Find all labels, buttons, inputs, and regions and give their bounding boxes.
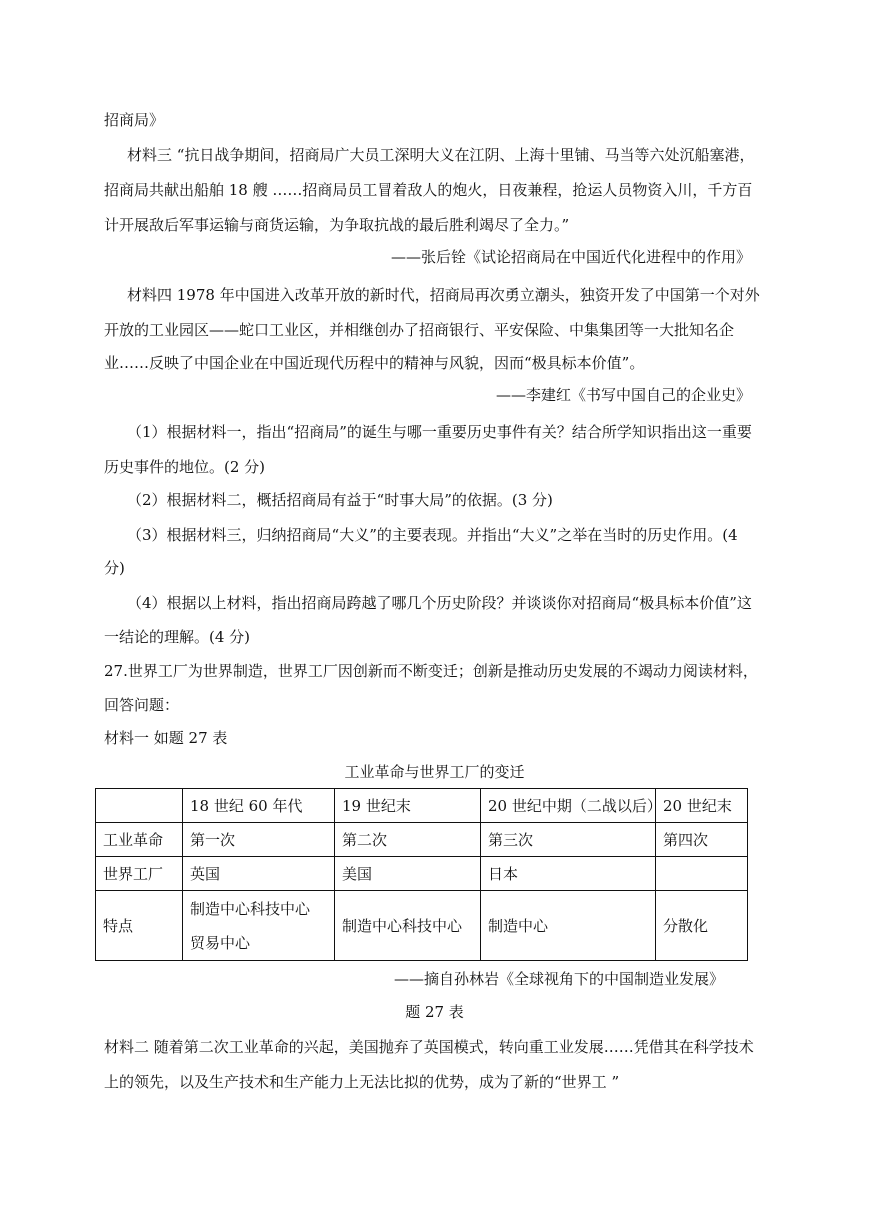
table-cell (183, 891, 335, 961)
table-cell: 美国 (335, 857, 481, 891)
question-1: （1）根据材料一，指出“招商局”的诞生与哪一重要历史事件有关？结合所学知识指出这一重要 (127, 423, 752, 441)
table-cell (656, 857, 748, 891)
table-cell: 第二次 (335, 823, 481, 857)
text-line: 一结论的理解。(4 分) (104, 628, 251, 646)
text-line: 材料二 随着第二次工业革命的兴起，美国抛弃了英国模式，转向重工业发展……凭借其在科学技术 (104, 1038, 754, 1056)
table-cell (96, 789, 183, 823)
text-line: 开放的工业园区——蛇口工业区，并相继创办了招商银行、平安保险、中集集团等一大批知名企 (104, 321, 735, 339)
industrial-revolution-table (95, 788, 748, 961)
text-line: 分) (104, 559, 125, 577)
text-line: 招商局》 (104, 111, 165, 129)
table-cell: 20 世纪中期（二战以后） (481, 789, 656, 823)
text-line: 上的领先，以及生产技术和生产能力上无法比拟的优势，成为了新的“世界工 ” (104, 1073, 620, 1091)
table-cell: 世界工厂 (96, 857, 183, 891)
text-line: 历史事件的地位。(2 分) (104, 458, 266, 476)
table-row (96, 891, 748, 961)
table-cell: 第一次 (183, 823, 335, 857)
source-citation: ——张后铨《试论招商局在中国近代化进程中的作用》 (390, 248, 751, 266)
table-cell: 19 世纪末 (335, 789, 481, 823)
text-line: 材料四 1978 年中国进入改革开放的新时代，招商局再次勇立潮头，独资开发了中国第一个对外 (127, 286, 760, 304)
table-caption: 题 27 表 (405, 1003, 464, 1021)
text-line: 材料一 如题 27 表 (104, 729, 228, 747)
text-line: 回答问题： (104, 696, 180, 714)
text-line: 计开展敌后军事运输与商货运输，为争取抗战的最后胜利竭尽了全力。” (104, 216, 570, 234)
text-line: 材料三 “抗日战争期间，招商局广大员工深明大义在江阴、上海十里铺、马当等六处沉船塞港， (127, 146, 755, 164)
source-citation: ——摘自孙林岩《全球视角下的中国制造业发展》 (393, 970, 724, 988)
table-cell: 日本 (481, 857, 656, 891)
table-cell-line: 贸易中心 (190, 933, 251, 952)
source-citation: ——李建红《书写中国自己的企业史》 (495, 386, 751, 404)
table-cell: 第四次 (656, 823, 748, 857)
table-cell: 工业革命 (96, 823, 183, 857)
table-cell: 制造中心科技中心 (335, 891, 481, 961)
text-line: 招商局共献出船舶 18 艘 ……招商局员工冒着敌人的炮火，日夜兼程，抢运人员物资入川，千方百 (104, 181, 753, 199)
table-cell: 特点 (96, 891, 183, 961)
question-4: （4）根据以上材料，指出招商局跨越了哪几个历史阶段？并谈谈你对招商局“极具标本价值”这 (127, 594, 752, 612)
table-cell: 20 世纪末 (656, 789, 748, 823)
table-row (96, 857, 748, 891)
text-line: 业……反映了中国企业在中国近现代历程中的精神与风貌，因而“极具标本价值”。 (104, 354, 645, 372)
table-title: 工业革命与世界工厂的变迁 (344, 763, 525, 781)
question-27: 27.世界工厂为世界制造，世界工厂因创新而不断变迁；创新是推动历史发展的不竭动力阅读材料， (104, 662, 758, 680)
table-cell: 18 世纪 60 年代 (183, 789, 335, 823)
table-cell: 英国 (183, 857, 335, 891)
table-row (96, 789, 748, 823)
table-cell: 第三次 (481, 823, 656, 857)
table-cell: 制造中心 (481, 891, 656, 961)
table-cell-line: 制造中心科技中心 (190, 899, 311, 918)
question-2: （2）根据材料二，概括招商局有益于“时事大局”的依据。(3 分) (127, 491, 553, 509)
table-cell: 分散化 (656, 891, 748, 961)
question-3: （3）根据材料三，归纳招商局“大义”的主要表现。并指出“大义”之举在当时的历史作用。(4 (127, 526, 738, 544)
table-row (96, 823, 748, 857)
